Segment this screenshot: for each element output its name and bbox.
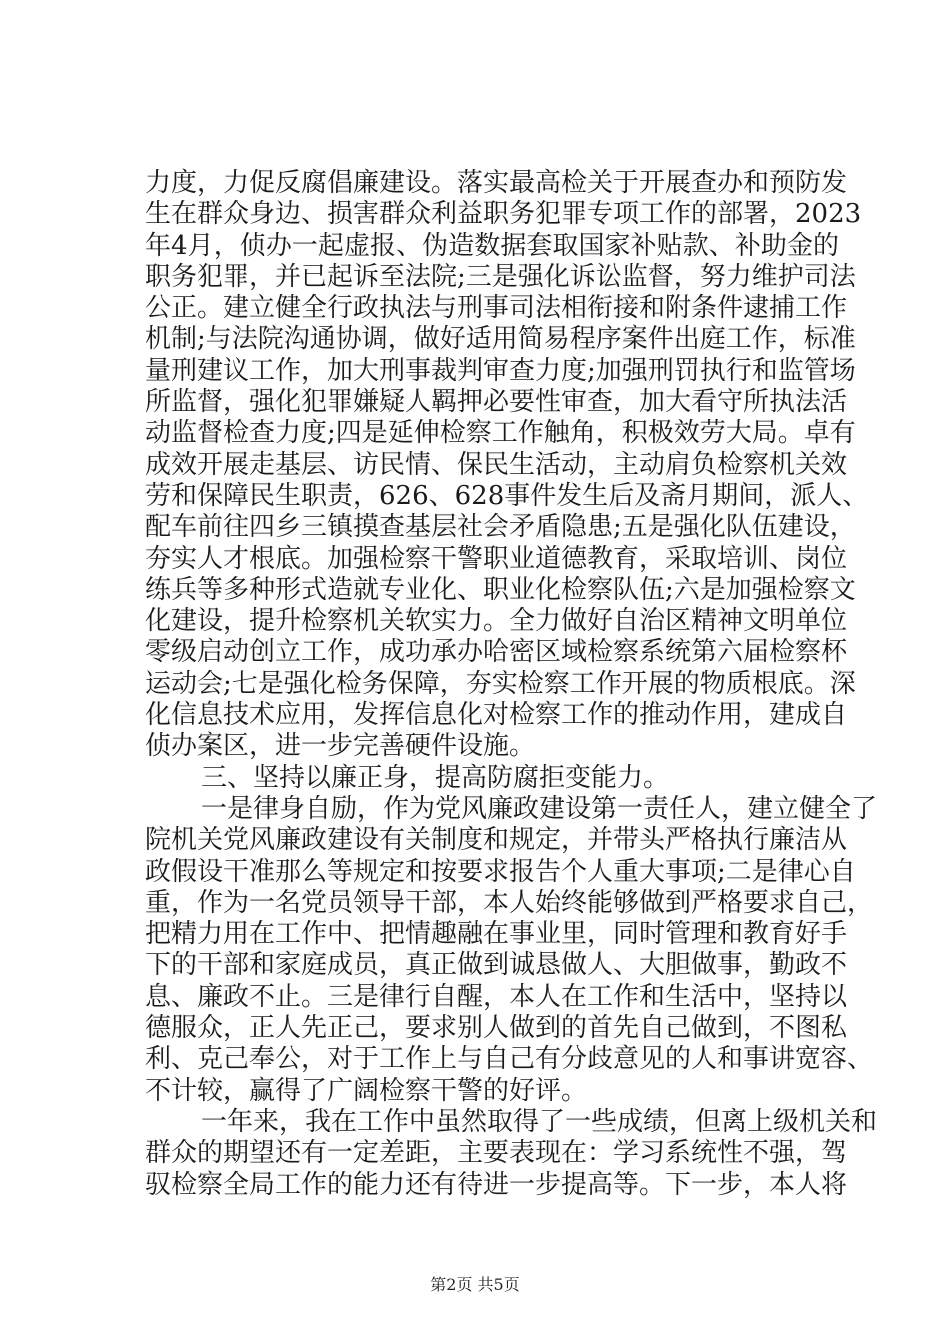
text-line: 夯实人才根底。加强检察干警职业道德教育，采取培训、岗位 — [145, 543, 848, 574]
page-footer: 第2页 共5页 — [430, 1275, 520, 1294]
text-line: 年4月，侦办一起虚报、伪造数据套取国家补贴款、补助金的 — [145, 230, 839, 261]
text-line: 配车前往四乡三镇摸查基层社会矛盾隐患;五是强化队伍建设， — [145, 512, 856, 543]
text-line: 练兵等多种形式造就专业化、职业化检察队伍;六是加强检察文 — [145, 574, 856, 605]
text-line: 息、廉政不止。三是律行自醒，本人在工作和生活中，坚持以 — [145, 981, 848, 1012]
text-line: 驭检察全局工作的能力还有待进一步提高等。下一步，本人将 — [145, 1169, 848, 1200]
text-line: 运动会;七是强化检务保障，夯实检察工作开展的物质根底。深 — [145, 668, 856, 699]
text-line: 不计较，赢得了广阔检察干警的好评。 — [145, 1075, 588, 1106]
text-line: 群众的期望还有一定差距，主要表现在：学习系统性不强，驾 — [145, 1138, 848, 1169]
document-body — [145, 168, 878, 1201]
text-line: 力度，力促反腐倡廉建设。落实最高检关于开展查办和预防发 — [145, 168, 848, 198]
text-line: 劳和保障民生职责，626、628事件发生后及斋月期间，派人、 — [145, 480, 869, 511]
text-line: 职务犯罪，并已起诉至法院;三是强化诉讼监督，努力维护司法 — [145, 261, 856, 292]
text-line: 动监督检查力度;四是延伸检察工作触角，积极效劳大局。卓有 — [145, 418, 856, 449]
text-line: 下的干部和家庭成员，真正做到诚恳做人、大胆做事，勤政不 — [145, 950, 848, 981]
text-line: 所监督，强化犯罪嫌疑人羁押必要性审查，加大看守所执法活 — [145, 387, 848, 418]
text-line: 生在群众身边、损害群众利益职务犯罪专项工作的部署，2023 — [145, 199, 862, 230]
text-line: 重，作为一名党员领导干部，本人始终能够做到严格要求自己， — [145, 887, 874, 918]
text-line: 一年来，我在工作中虽然取得了一些成绩，但离上级机关和 — [201, 1106, 878, 1137]
text-line: 德服众，正人先正己，要求别人做到的首先自己做到，不图私 — [145, 1013, 848, 1044]
text-line: 机制;与法院沟通协调，做好适用简易程序案件出庭工作，标准 — [145, 324, 856, 355]
text-line: 成效开展走基层、访民情、保民生活动，主动肩负检察机关效 — [145, 449, 848, 480]
text-line: 化信息技术应用，发挥信息化对检察工作的推动作用，建成自 — [145, 700, 848, 731]
text-line: 量刑建议工作，加大刑事裁判审查力度;加强刑罚执行和监管场 — [145, 355, 856, 386]
text-line: 侦办案区，进一步完善硬件设施。 — [145, 731, 536, 762]
text-line: 把精力用在工作中、把情趣融在事业里，同时管理和教育好手 — [145, 919, 848, 950]
text-line: 化建设，提升检察机关软实力。全力做好自治区精神文明单位 — [145, 606, 848, 637]
text-line: 院机关党风廉政建设有关制度和规定，并带头严格执行廉洁从 — [145, 825, 848, 856]
text-line: 零级启动创立工作，成功承办哈密区域检察系统第六届检察杯 — [145, 637, 848, 668]
text-line: 三、坚持以廉正身，提高防腐拒变能力。 — [201, 762, 670, 793]
text-line: 一是律身自励，作为党风廉政建设第一责任人，建立健全了 — [201, 793, 878, 824]
text-line: 政假设干准那么等规定和按要求报告个人重大事项;二是律心自 — [145, 856, 856, 887]
text-line: 公正。建立健全行政执法与刑事司法相衔接和附条件逮捕工作 — [145, 293, 848, 324]
text-line: 利、克己奉公，对于工作上与自己有分歧意见的人和事讲宽容、 — [145, 1044, 874, 1075]
